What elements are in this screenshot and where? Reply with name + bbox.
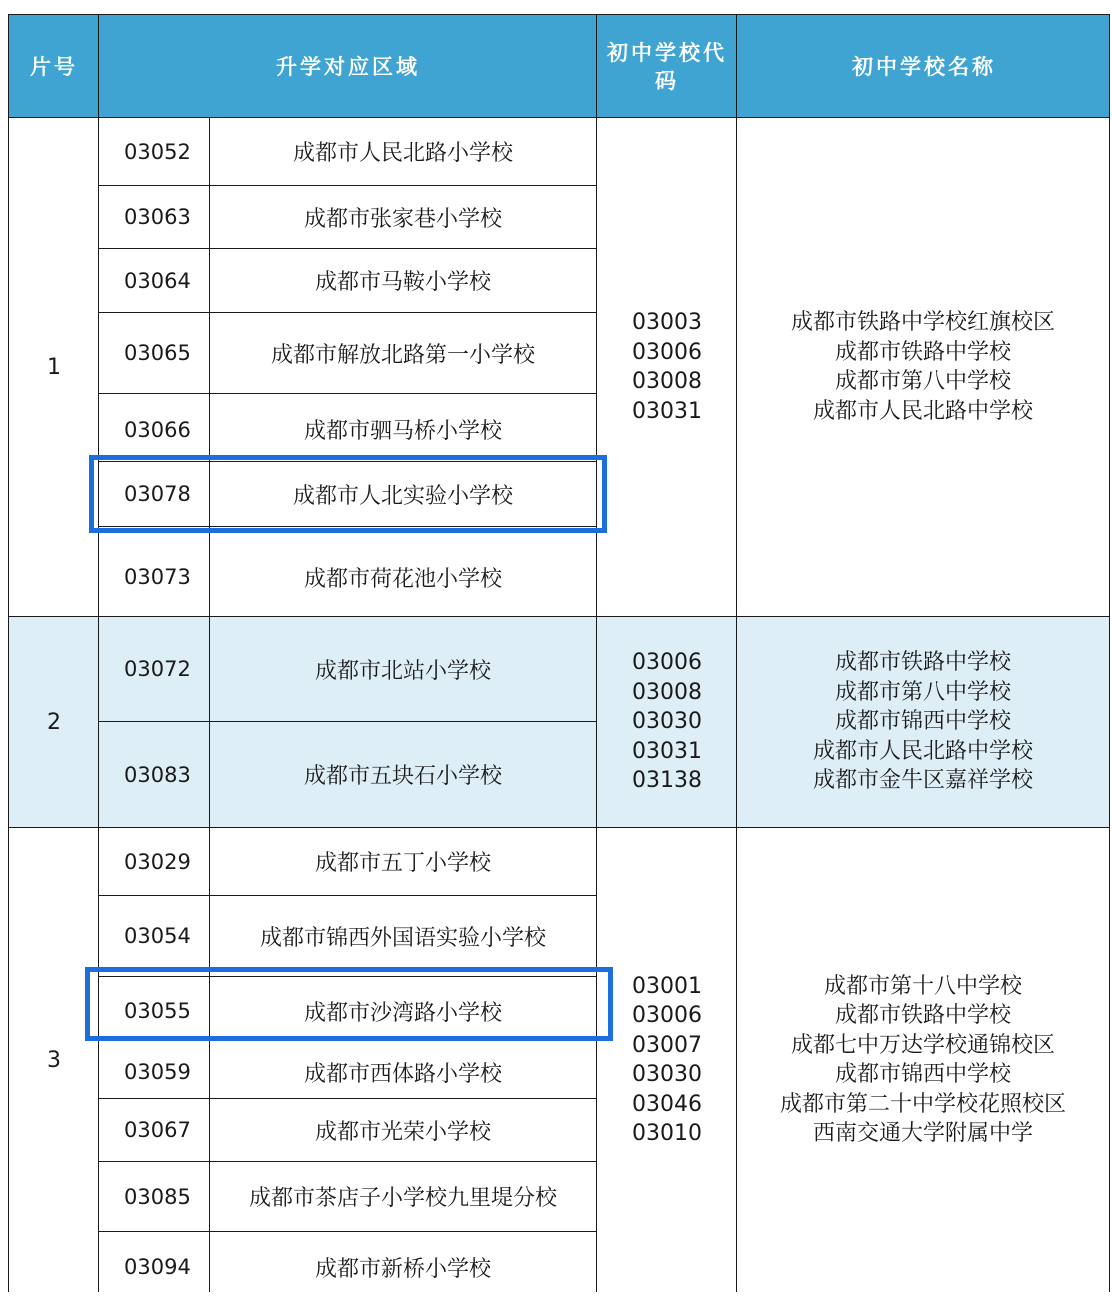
mid-school-names bbox=[737, 118, 1109, 616]
mid-code: 03008 bbox=[632, 369, 702, 394]
table-header bbox=[8, 14, 1110, 118]
school-code: 03073 bbox=[124, 565, 191, 589]
mid-code: 03031 bbox=[632, 738, 702, 764]
mid-name: 成都市第十八中学校 bbox=[823, 973, 1022, 999]
school-code: 03072 bbox=[124, 657, 191, 681]
mid-code: 03030 bbox=[632, 709, 702, 735]
mid-name: 西南交通大学附属中学 bbox=[812, 1121, 1033, 1146]
school-name: 成都市新桥小学校 bbox=[314, 1256, 491, 1282]
mid-code: 03007 bbox=[632, 1032, 702, 1058]
school-name: 成都市荷花池小学校 bbox=[303, 566, 502, 592]
school-name: 成都市北站小学校 bbox=[314, 658, 491, 684]
mid-name: 成都市第二十中学校花照校区 bbox=[779, 1091, 1066, 1117]
mid-school-names bbox=[737, 828, 1109, 1292]
mid-name: 成都市铁路中学校 bbox=[834, 339, 1011, 365]
header-index: 片号 bbox=[30, 55, 78, 79]
school-code: 03065 bbox=[124, 341, 191, 365]
school-code: 03085 bbox=[124, 1184, 191, 1209]
mid-name: 成都市锦西中学校 bbox=[834, 709, 1011, 735]
school-name: 成都市人民北路小学校 bbox=[292, 141, 513, 166]
school-code: 03067 bbox=[124, 1118, 191, 1142]
school-name: 成都市沙湾路小学校 bbox=[303, 1000, 502, 1026]
mid-code: 03003 bbox=[632, 310, 702, 335]
highlight-box bbox=[85, 967, 613, 1041]
mid-school-codes bbox=[597, 828, 737, 1292]
mid-code: 03138 bbox=[632, 768, 702, 794]
school-name: 成都市五丁小学校 bbox=[314, 851, 491, 876]
mid-code: 03046 bbox=[632, 1091, 702, 1117]
mid-name: 成都市金牛区嘉祥学校 bbox=[812, 768, 1033, 794]
mid-name: 成都市锦西中学校 bbox=[834, 1062, 1011, 1087]
mid-school-names bbox=[737, 617, 1109, 827]
school-code: 03059 bbox=[124, 1060, 191, 1084]
school-code: 03063 bbox=[124, 205, 191, 229]
header-mid-code: 初中学校代码 bbox=[607, 41, 727, 93]
school-name: 成都市五块石小学校 bbox=[303, 764, 502, 789]
school-name: 成都市锦西外国语实验小学校 bbox=[259, 925, 546, 951]
mid-school-codes bbox=[597, 118, 737, 616]
mid-code: 03001 bbox=[632, 973, 702, 999]
group-index: 2 bbox=[47, 709, 61, 735]
school-code: 03066 bbox=[124, 417, 191, 442]
header-mid-name: 初中学校名称 bbox=[852, 55, 996, 79]
school-code: 03078 bbox=[124, 482, 191, 506]
school-code: 03052 bbox=[124, 139, 191, 164]
mid-code: 03008 bbox=[632, 679, 702, 705]
mid-school-codes bbox=[597, 617, 737, 827]
school-code: 03029 bbox=[124, 849, 191, 874]
mid-name: 成都七中万达学校通锦校区 bbox=[790, 1032, 1055, 1058]
highlight-box bbox=[89, 455, 607, 533]
mid-name: 成都市第八中学校 bbox=[834, 679, 1011, 705]
group-1 bbox=[8, 118, 1110, 616]
school-code: 03064 bbox=[124, 268, 191, 293]
school-code: 03055 bbox=[124, 999, 191, 1023]
mid-name: 成都市铁路中学校红旗校区 bbox=[790, 310, 1055, 335]
school-name: 成都市人北实验小学校 bbox=[292, 483, 513, 509]
mid-name: 成都市铁路中学校 bbox=[834, 1003, 1011, 1028]
group-3 bbox=[8, 828, 1110, 1292]
mid-name: 成都市铁路中学校 bbox=[834, 650, 1011, 676]
header-region: 升学对应区域 bbox=[276, 55, 420, 79]
mid-name: 成都市人民北路中学校 bbox=[812, 398, 1033, 424]
school-code: 03054 bbox=[124, 924, 191, 948]
school-code: 03083 bbox=[124, 762, 191, 787]
group-index: 3 bbox=[47, 1047, 61, 1073]
school-name: 成都市张家巷小学校 bbox=[303, 206, 502, 232]
group-2 bbox=[8, 617, 1110, 827]
mid-code: 03010 bbox=[632, 1121, 702, 1146]
school-name: 成都市西体路小学校 bbox=[303, 1061, 502, 1087]
mid-code: 03030 bbox=[632, 1062, 702, 1087]
school-name: 成都市光荣小学校 bbox=[314, 1119, 491, 1145]
mid-name: 成都市第八中学校 bbox=[834, 369, 1011, 394]
mid-name: 成都市人民北路中学校 bbox=[812, 738, 1033, 764]
school-name: 成都市马鞍小学校 bbox=[314, 270, 491, 295]
school-name: 成都市解放北路第一小学校 bbox=[270, 342, 535, 368]
mid-code: 03031 bbox=[632, 398, 702, 424]
school-name: 成都市茶店子小学校九里堤分校 bbox=[248, 1186, 557, 1211]
school-name: 成都市驷马桥小学校 bbox=[303, 419, 502, 444]
school-code: 03094 bbox=[124, 1255, 191, 1279]
group-index: 1 bbox=[47, 354, 61, 380]
mid-code: 03006 bbox=[632, 1003, 702, 1028]
mid-code: 03006 bbox=[632, 339, 702, 365]
mid-code: 03006 bbox=[632, 650, 702, 676]
